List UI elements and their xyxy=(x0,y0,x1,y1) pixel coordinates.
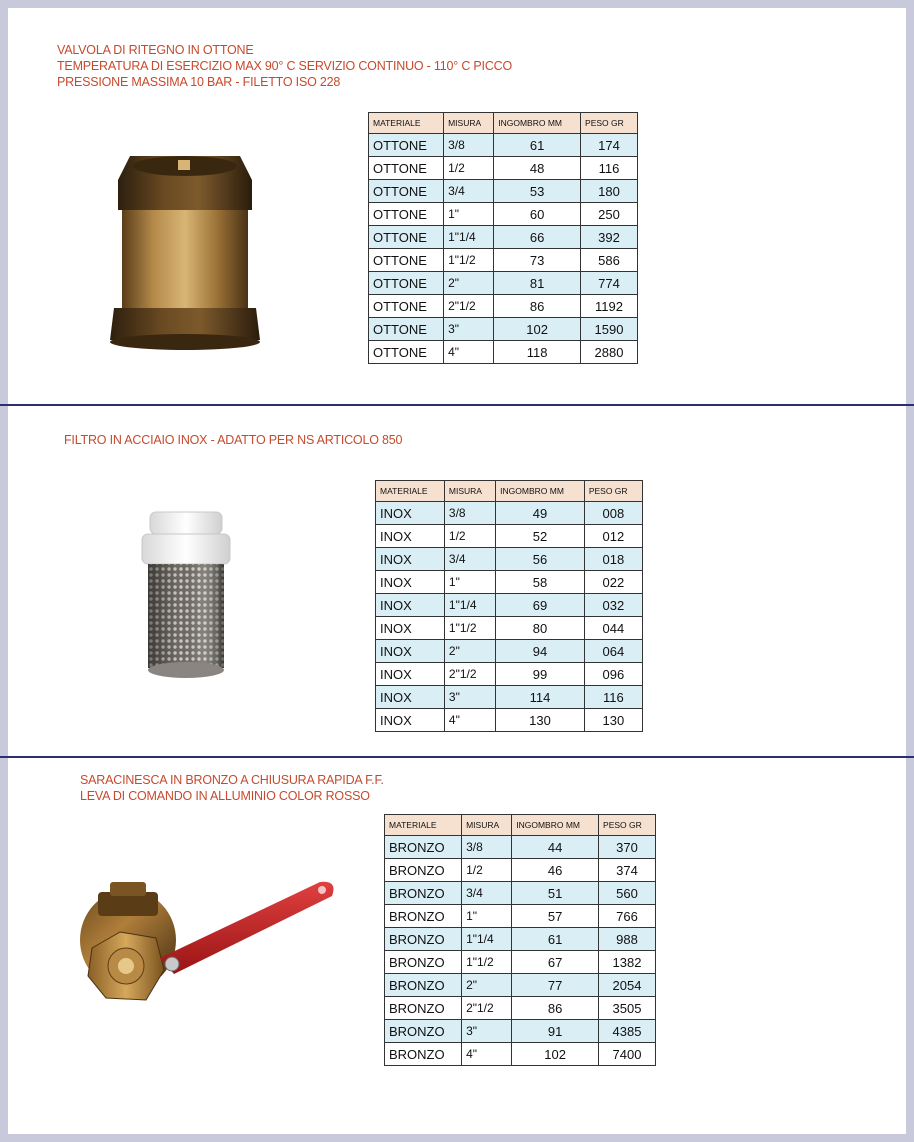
table-header-row xyxy=(376,481,643,502)
cell-ingombro: 61 xyxy=(512,928,599,951)
cell-ingombro: 52 xyxy=(496,525,585,548)
cell-ingombro: 61 xyxy=(494,134,581,157)
cell-materiale: OTTONE xyxy=(369,318,444,341)
cell-misura: 1/2 xyxy=(462,859,512,882)
cell-materiale: OTTONE xyxy=(369,272,444,295)
bronze-gate-valve-image xyxy=(70,870,340,1020)
cell-ingombro: 114 xyxy=(496,686,585,709)
cell-materiale: BRONZO xyxy=(385,859,462,882)
table-row xyxy=(376,686,643,709)
cell-materiale: BRONZO xyxy=(385,974,462,997)
cell-materiale: BRONZO xyxy=(385,882,462,905)
cell-peso: 3505 xyxy=(599,997,656,1020)
cell-peso: 008 xyxy=(584,502,642,525)
section-2-heading xyxy=(64,432,402,448)
cell-materiale: INOX xyxy=(376,571,445,594)
cell-peso: 018 xyxy=(584,548,642,571)
cell-ingombro: 102 xyxy=(512,1043,599,1066)
cell-peso: 022 xyxy=(584,571,642,594)
cell-peso: 774 xyxy=(581,272,638,295)
column-header: INGOMBRO MM xyxy=(496,481,585,502)
cell-peso: 392 xyxy=(581,226,638,249)
table-header-row xyxy=(385,815,656,836)
table-row xyxy=(369,318,638,341)
cell-misura: 1" xyxy=(462,905,512,928)
cell-ingombro: 86 xyxy=(494,295,581,318)
cell-ingombro: 73 xyxy=(494,249,581,272)
cell-misura: 3/4 xyxy=(444,180,494,203)
table-header-row xyxy=(369,113,638,134)
cell-ingombro: 94 xyxy=(496,640,585,663)
table-row xyxy=(369,249,638,272)
cell-misura: 1"1/2 xyxy=(462,951,512,974)
cell-ingombro: 91 xyxy=(512,1020,599,1043)
cell-misura: 4" xyxy=(444,709,495,732)
cell-materiale: INOX xyxy=(376,502,445,525)
spec-table-stainless-filter xyxy=(375,480,643,732)
cell-materiale: INOX xyxy=(376,709,445,732)
cell-materiale: BRONZO xyxy=(385,1043,462,1066)
cell-misura: 2"1/2 xyxy=(462,997,512,1020)
cell-peso: 1192 xyxy=(581,295,638,318)
cell-peso: 096 xyxy=(584,663,642,686)
cell-peso: 116 xyxy=(581,157,638,180)
cell-ingombro: 48 xyxy=(494,157,581,180)
cell-ingombro: 81 xyxy=(494,272,581,295)
cell-materiale: INOX xyxy=(376,548,445,571)
cell-materiale: INOX xyxy=(376,686,445,709)
column-header: MISURA xyxy=(444,481,495,502)
cell-peso: 1590 xyxy=(581,318,638,341)
cell-peso: 174 xyxy=(581,134,638,157)
cell-misura: 1/2 xyxy=(444,525,495,548)
column-header: PESO GR xyxy=(584,481,642,502)
cell-ingombro: 67 xyxy=(512,951,599,974)
cell-materiale: OTTONE xyxy=(369,226,444,249)
cell-peso: 064 xyxy=(584,640,642,663)
cell-peso: 1382 xyxy=(599,951,656,974)
column-header: PESO GR xyxy=(599,815,656,836)
cell-materiale: BRONZO xyxy=(385,928,462,951)
cell-ingombro: 46 xyxy=(512,859,599,882)
column-header: MATERIALE xyxy=(369,113,444,134)
cell-misura: 2"1/2 xyxy=(444,295,494,318)
cell-ingombro: 57 xyxy=(512,905,599,928)
heading-line: TEMPERATURA DI ESERCIZIO MAX 90° C SERVIZIO CONTINUO - 110° C PICCO xyxy=(57,59,513,73)
table-row xyxy=(385,905,656,928)
cell-misura: 1"1/4 xyxy=(444,594,495,617)
table-row xyxy=(376,663,643,686)
table-row xyxy=(385,974,656,997)
table-row xyxy=(376,594,643,617)
table-row xyxy=(385,1020,656,1043)
cell-peso: 044 xyxy=(584,617,642,640)
cell-misura: 1"1/4 xyxy=(444,226,494,249)
stainless-filter-image xyxy=(130,506,242,686)
cell-peso: 560 xyxy=(599,882,656,905)
cell-misura: 4" xyxy=(444,341,494,364)
column-header: MISURA xyxy=(444,113,494,134)
cell-misura: 3/4 xyxy=(462,882,512,905)
cell-peso: 370 xyxy=(599,836,656,859)
cell-ingombro: 118 xyxy=(494,341,581,364)
cell-ingombro: 44 xyxy=(512,836,599,859)
spec-table-brass-check-valve xyxy=(368,112,638,364)
cell-materiale: BRONZO xyxy=(385,1020,462,1043)
cell-materiale: OTTONE xyxy=(369,295,444,318)
cell-ingombro: 49 xyxy=(496,502,585,525)
table-row xyxy=(369,134,638,157)
cell-misura: 3/8 xyxy=(444,134,494,157)
heading-line: PRESSIONE MASSIMA 10 BAR - FILETTO ISO 228 xyxy=(57,75,341,89)
cell-misura: 3" xyxy=(444,318,494,341)
cell-misura: 2" xyxy=(462,974,512,997)
cell-peso: 130 xyxy=(584,709,642,732)
cell-ingombro: 86 xyxy=(512,997,599,1020)
cell-peso: 586 xyxy=(581,249,638,272)
section-divider xyxy=(0,404,914,406)
cell-materiale: OTTONE xyxy=(369,203,444,226)
cell-peso: 374 xyxy=(599,859,656,882)
cell-ingombro: 69 xyxy=(496,594,585,617)
cell-ingombro: 56 xyxy=(496,548,585,571)
cell-materiale: OTTONE xyxy=(369,157,444,180)
cell-misura: 1"1/2 xyxy=(444,249,494,272)
cell-misura: 2" xyxy=(444,272,494,295)
table-row xyxy=(385,882,656,905)
column-header: MATERIALE xyxy=(385,815,462,836)
column-header: MISURA xyxy=(462,815,512,836)
table-row xyxy=(385,951,656,974)
table-row xyxy=(369,157,638,180)
cell-misura: 1" xyxy=(444,571,495,594)
cell-misura: 3" xyxy=(462,1020,512,1043)
cell-misura: 2"1/2 xyxy=(444,663,495,686)
cell-materiale: BRONZO xyxy=(385,951,462,974)
cell-misura: 1"1/4 xyxy=(462,928,512,951)
cell-materiale: BRONZO xyxy=(385,997,462,1020)
cell-peso: 2054 xyxy=(599,974,656,997)
cell-materiale: BRONZO xyxy=(385,905,462,928)
table-row xyxy=(369,203,638,226)
cell-misura: 3" xyxy=(444,686,495,709)
cell-misura: 1"1/2 xyxy=(444,617,495,640)
cell-misura: 3/8 xyxy=(444,502,495,525)
cell-misura: 1/2 xyxy=(444,157,494,180)
cell-ingombro: 99 xyxy=(496,663,585,686)
cell-peso: 180 xyxy=(581,180,638,203)
spec-table-bronze-gate-valve xyxy=(384,814,656,1066)
table-row xyxy=(369,295,638,318)
cell-materiale: INOX xyxy=(376,663,445,686)
cell-peso: 2880 xyxy=(581,341,638,364)
heading-line: FILTRO IN ACCIAIO INOX - ADATTO PER NS ARTICOLO 850 xyxy=(64,433,403,447)
table-row xyxy=(376,617,643,640)
cell-peso: 4385 xyxy=(599,1020,656,1043)
cell-materiale: OTTONE xyxy=(369,180,444,203)
cell-ingombro: 130 xyxy=(496,709,585,732)
table-row xyxy=(385,1043,656,1066)
heading-line: VALVOLA DI RITEGNO IN OTTONE xyxy=(57,43,254,57)
table-row xyxy=(385,836,656,859)
table-row xyxy=(369,226,638,249)
column-header: INGOMBRO MM xyxy=(494,113,581,134)
section-1-heading xyxy=(57,42,512,90)
cell-ingombro: 102 xyxy=(494,318,581,341)
column-header: PESO GR xyxy=(581,113,638,134)
table-row xyxy=(369,272,638,295)
cell-misura: 2" xyxy=(444,640,495,663)
table-row xyxy=(376,548,643,571)
table-row xyxy=(376,571,643,594)
column-header: MATERIALE xyxy=(376,481,445,502)
cell-peso: 7400 xyxy=(599,1043,656,1066)
catalog-page xyxy=(8,8,906,1134)
cell-materiale: INOX xyxy=(376,525,445,548)
table-row xyxy=(369,341,638,364)
column-header: INGOMBRO MM xyxy=(512,815,599,836)
cell-materiale: INOX xyxy=(376,594,445,617)
cell-peso: 766 xyxy=(599,905,656,928)
table-row xyxy=(385,928,656,951)
cell-peso: 032 xyxy=(584,594,642,617)
cell-materiale: OTTONE xyxy=(369,134,444,157)
cell-materiale: BRONZO xyxy=(385,836,462,859)
cell-peso: 988 xyxy=(599,928,656,951)
cell-misura: 4" xyxy=(462,1043,512,1066)
cell-peso: 250 xyxy=(581,203,638,226)
cell-materiale: INOX xyxy=(376,640,445,663)
table-row xyxy=(369,180,638,203)
section-divider xyxy=(0,756,914,758)
cell-misura: 3/8 xyxy=(462,836,512,859)
cell-materiale: INOX xyxy=(376,617,445,640)
cell-materiale: OTTONE xyxy=(369,341,444,364)
table-row xyxy=(376,640,643,663)
cell-ingombro: 53 xyxy=(494,180,581,203)
cell-materiale: OTTONE xyxy=(369,249,444,272)
brass-check-valve-image xyxy=(100,148,270,358)
cell-ingombro: 66 xyxy=(494,226,581,249)
cell-peso: 116 xyxy=(584,686,642,709)
table-row xyxy=(376,502,643,525)
cell-ingombro: 58 xyxy=(496,571,585,594)
heading-line: SARACINESCA IN BRONZO A CHIUSURA RAPIDA F.F. xyxy=(80,773,384,787)
cell-peso: 012 xyxy=(584,525,642,548)
table-row xyxy=(385,859,656,882)
section-3-heading xyxy=(80,772,384,804)
cell-ingombro: 77 xyxy=(512,974,599,997)
cell-ingombro: 80 xyxy=(496,617,585,640)
heading-line: LEVA DI COMANDO IN ALLUMINIO COLOR ROSSO xyxy=(80,789,370,803)
table-row xyxy=(376,525,643,548)
table-row xyxy=(376,709,643,732)
cell-ingombro: 60 xyxy=(494,203,581,226)
cell-misura: 3/4 xyxy=(444,548,495,571)
table-row xyxy=(385,997,656,1020)
cell-misura: 1" xyxy=(444,203,494,226)
cell-ingombro: 51 xyxy=(512,882,599,905)
